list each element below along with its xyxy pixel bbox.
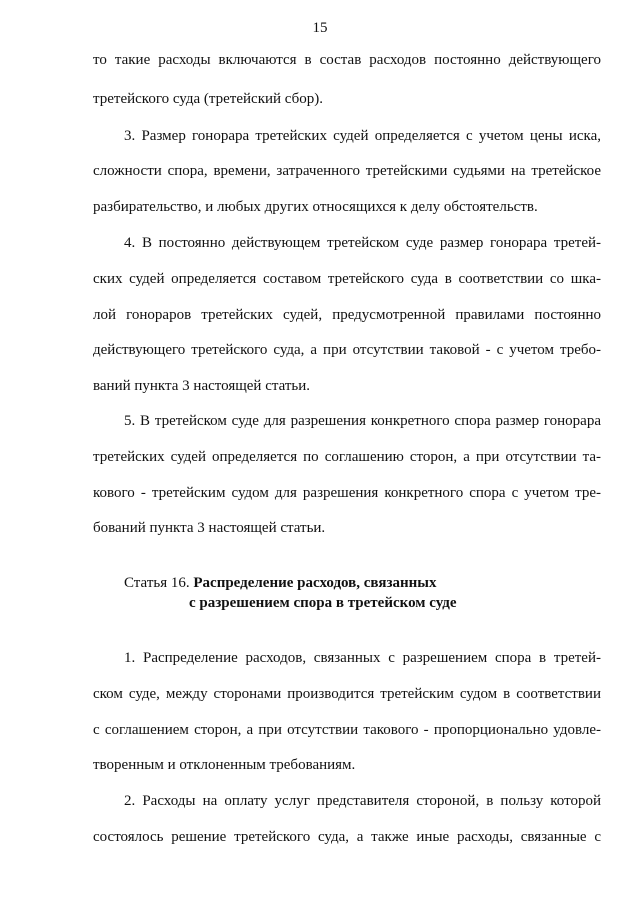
text-line: ском суде, между сторонами производится третейским судом в соответствии	[93, 686, 601, 702]
text-line: третейского суда (третейский сбор).	[93, 91, 324, 107]
text-line: 1. Распределение расходов, связанных с разрешением спора в третей-	[124, 650, 601, 666]
text-line: кового - третейским судом для разрешения конкретного спора с учетом тре-	[93, 485, 601, 501]
text-line: бований пункта 3 настоящей статьи.	[93, 520, 326, 536]
article-title-line2: с разрешением спора в третейском суде	[189, 595, 457, 611]
text-line: 5. В третейском суде для разрешения конкретного спора размер гонорара	[124, 413, 601, 429]
text-line: 4. В постоянно действующем третейском суде размер гонорара третей-	[124, 235, 601, 251]
text-line: разбирательство, и любых других относящихся к делу обстоятельств.	[93, 199, 538, 215]
text-line: с соглашением сторон, а при отсутствии такового - пропорционально удовле-	[93, 722, 601, 738]
text-line: 3. Размер гонорара третейских судей определяется с учетом цены иска,	[124, 128, 601, 144]
text-line: ских судей определяется составом третейского суда в соответствии со шка-	[93, 271, 601, 287]
text-line: 2. Расходы на оплату услуг представителя стороной, в пользу которой	[124, 793, 601, 809]
article-title-line1: Распределение расходов, связанных	[193, 575, 437, 591]
article-label: Статья 16.	[124, 575, 190, 591]
text-line: состоялось решение третейского суда, а также иные расходы, связанные с	[93, 829, 601, 845]
text-line: творенным и отклоненным требованиям.	[93, 757, 356, 773]
article-heading	[124, 574, 436, 592]
text-line: действующего третейского суда, а при отсутствии таковой - с учетом требо-	[93, 342, 601, 358]
page-number: 15	[312, 20, 328, 36]
text-line: ваний пункта 3 настоящей статьи.	[93, 378, 311, 394]
text-line: третейских судей определяется по соглашению сторон, а при отсутствии та-	[93, 449, 601, 465]
text-line: лой гонораров третейских судей, предусмотренной правилами постоянно	[93, 307, 601, 323]
text-line: то такие расходы включаются в состав расходов постоянно действующего	[93, 52, 601, 68]
text-line: сложности спора, времени, затраченного третейскими судьями на третейское	[93, 163, 601, 179]
